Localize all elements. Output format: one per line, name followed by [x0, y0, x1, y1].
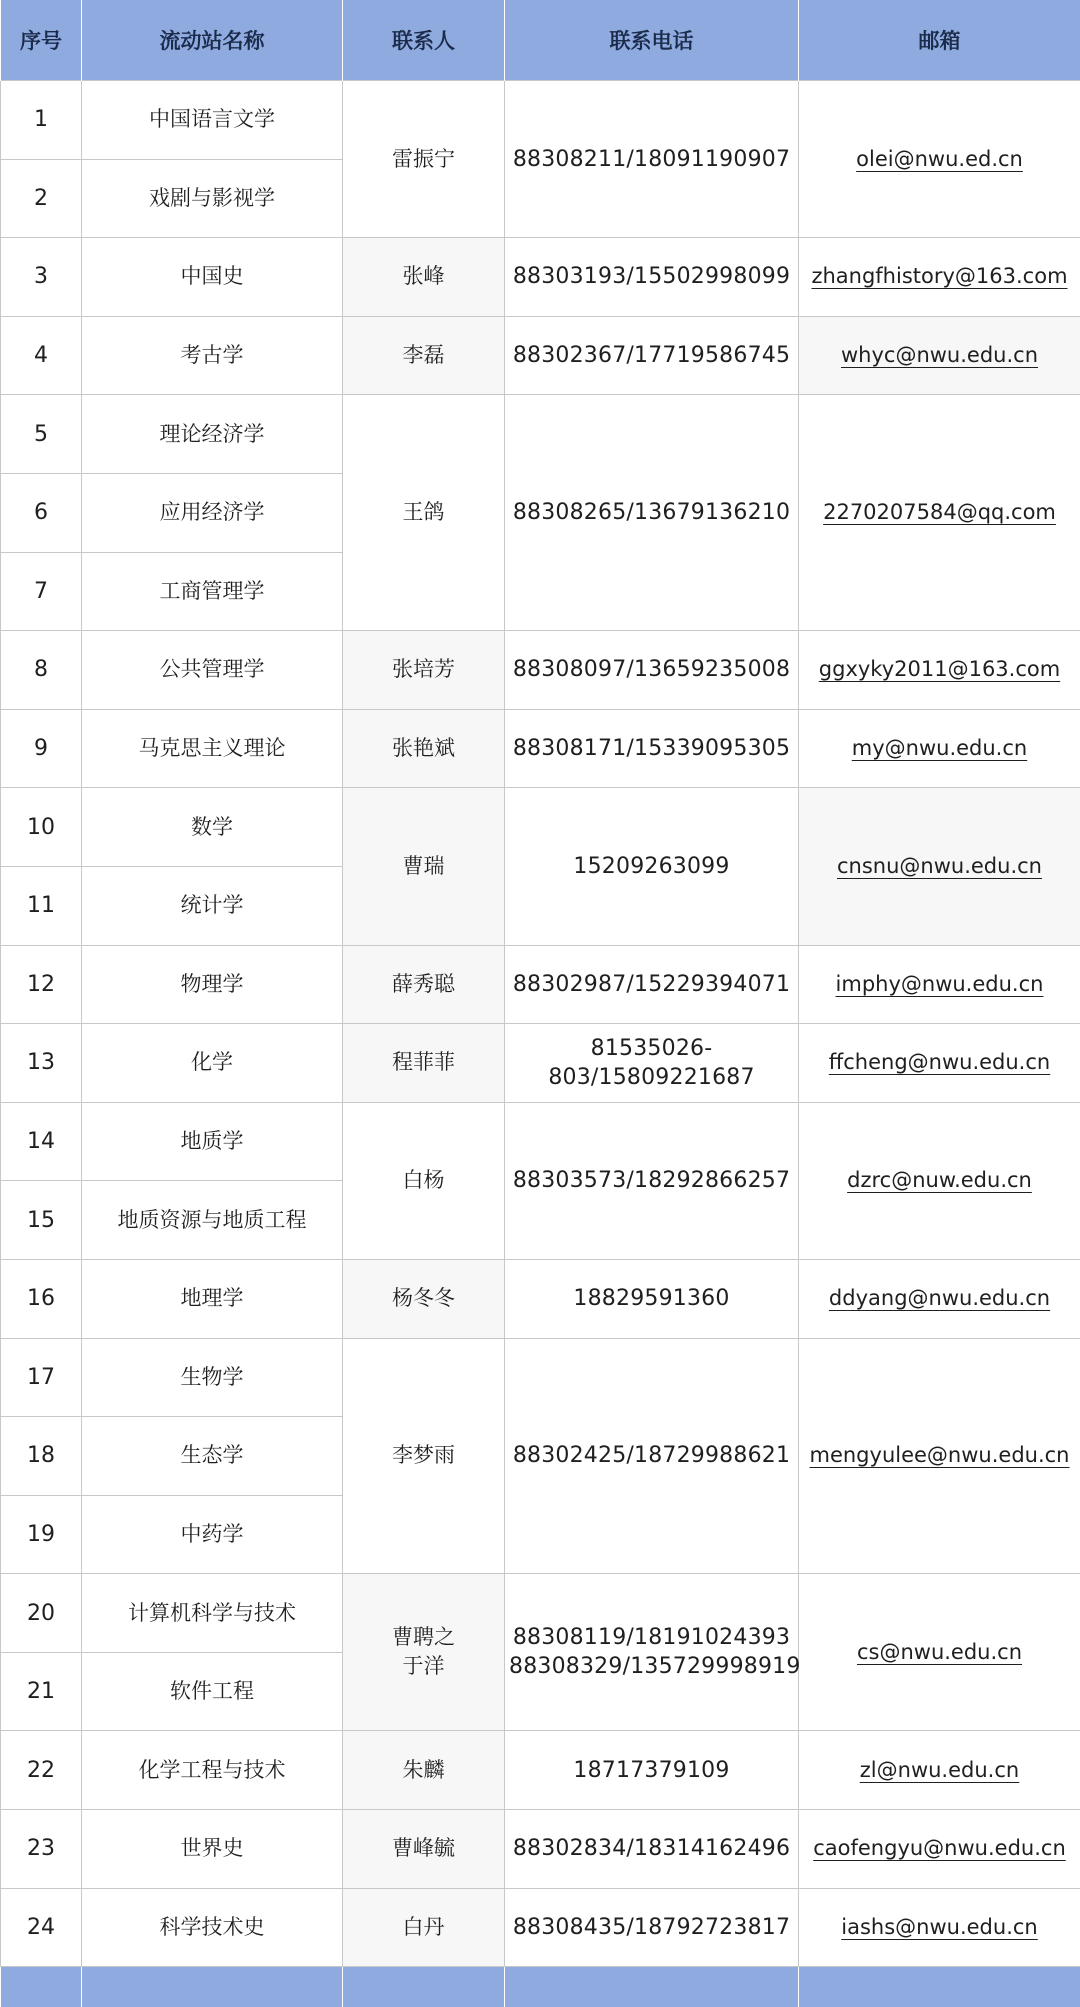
- station-name: 考古学: [82, 316, 343, 395]
- contact-email: [799, 395, 1080, 631]
- row-number: 19: [1, 1495, 82, 1574]
- station-name: 化学工程与技术: [82, 1731, 343, 1810]
- row-number: 7: [1, 552, 82, 631]
- contact-phone: 88302367/17719586745: [505, 316, 799, 395]
- contact-phone: 88302834/18314162496: [505, 1810, 799, 1889]
- email-link[interactable]: iashs@nwu.edu.cn: [841, 1914, 1038, 1939]
- table-row: [1, 631, 1080, 710]
- contact-person: 王鸽: [343, 395, 505, 631]
- row-number: 3: [1, 238, 82, 317]
- contact-person: 张培芳: [343, 631, 505, 710]
- station-name: 工商管理学: [82, 552, 343, 631]
- row-number: 11: [1, 866, 82, 945]
- table-row: [1, 1338, 1080, 1417]
- contact-person: 雷振宁: [343, 81, 505, 238]
- contact-person: 白杨: [343, 1102, 505, 1259]
- station-name: 数学: [82, 788, 343, 867]
- email-link[interactable]: zhangfhistory@163.com: [811, 264, 1068, 289]
- row-number: 6: [1, 473, 82, 552]
- footer-cell: [505, 1967, 799, 2007]
- email-link[interactable]: my@nwu.edu.cn: [851, 736, 1028, 761]
- table-row: [1, 1102, 1080, 1181]
- station-name: 中国史: [82, 238, 343, 317]
- station-name: 物理学: [82, 945, 343, 1024]
- station-name: 地理学: [82, 1259, 343, 1338]
- header-phone: 联系电话: [505, 0, 799, 81]
- contact-email: [799, 1024, 1080, 1103]
- row-number: 23: [1, 1810, 82, 1889]
- row-number: 13: [1, 1024, 82, 1103]
- row-number: 16: [1, 1259, 82, 1338]
- header-email: 邮箱: [799, 0, 1080, 81]
- table-row: [1, 81, 1080, 160]
- station-name: 生态学: [82, 1417, 343, 1496]
- contact-email: [799, 1102, 1080, 1259]
- table-row: [1, 788, 1080, 867]
- contact-phone: 88308097/13659235008: [505, 631, 799, 710]
- row-number: 14: [1, 1102, 82, 1181]
- contact-email: [799, 788, 1080, 945]
- header-num: 序号: [1, 0, 82, 81]
- row-number: 12: [1, 945, 82, 1024]
- contact-person: 朱麟: [343, 1731, 505, 1810]
- contact-phone: 81535026- 803/15809221687: [505, 1024, 799, 1103]
- row-number: 22: [1, 1731, 82, 1810]
- table-row: [1, 1024, 1080, 1103]
- contact-phone: 88308171/15339095305: [505, 709, 799, 788]
- row-number: 8: [1, 631, 82, 710]
- contact-phone: 88303193/15502998099: [505, 238, 799, 317]
- station-name: 中国语言文学: [82, 81, 343, 160]
- header-row: [1, 0, 1080, 81]
- contact-person: 曹瑞: [343, 788, 505, 945]
- header-name: 流动站名称: [82, 0, 343, 81]
- email-link[interactable]: imphy@nwu.edu.cn: [835, 971, 1044, 996]
- row-number: 17: [1, 1338, 82, 1417]
- contact-email: [799, 1810, 1080, 1889]
- footer-cell: [1, 1967, 82, 2007]
- footer-cell: [343, 1967, 505, 2007]
- row-number: 21: [1, 1652, 82, 1731]
- row-number: 4: [1, 316, 82, 395]
- contact-person: 李梦雨: [343, 1338, 505, 1574]
- contact-person: 薛秀聪: [343, 945, 505, 1024]
- footer-cell: [82, 1967, 343, 2007]
- contact-email: [799, 1338, 1080, 1574]
- row-number: 9: [1, 709, 82, 788]
- contact-phone: 88308265/13679136210: [505, 395, 799, 631]
- email-link[interactable]: mengyulee@nwu.edu.cn: [809, 1443, 1070, 1468]
- footer-row: [1, 1967, 1080, 2007]
- email-link[interactable]: ggxyky2011@163.com: [818, 657, 1061, 682]
- station-name: 戏剧与影视学: [82, 159, 343, 238]
- table-row: [1, 1888, 1080, 1967]
- contact-phone: 88308211/18091190907: [505, 81, 799, 238]
- table-header: [1, 0, 1080, 81]
- station-name: 生物学: [82, 1338, 343, 1417]
- email-link[interactable]: caofengyu@nwu.edu.cn: [813, 1836, 1066, 1861]
- station-name: 世界史: [82, 1810, 343, 1889]
- contact-person: 白丹: [343, 1888, 505, 1967]
- contact-person: 杨冬冬: [343, 1259, 505, 1338]
- contact-person: 李磊: [343, 316, 505, 395]
- table-row: [1, 1574, 1080, 1653]
- contact-phone: 18717379109: [505, 1731, 799, 1810]
- contact-email: [799, 945, 1080, 1024]
- contact-person: 张峰: [343, 238, 505, 317]
- contact-phone: 88302987/15229394071: [505, 945, 799, 1024]
- email-link[interactable]: dzrc@nuw.edu.cn: [847, 1168, 1032, 1193]
- contact-email: [799, 81, 1080, 238]
- contact-person: 曹峰毓: [343, 1810, 505, 1889]
- email-link[interactable]: cs@nwu.edu.cn: [856, 1639, 1023, 1664]
- contact-email: [799, 238, 1080, 317]
- contact-email: [799, 1259, 1080, 1338]
- station-name: 理论经济学: [82, 395, 343, 474]
- table-row: [1, 1810, 1080, 1889]
- table-row: [1, 1259, 1080, 1338]
- station-name: 地质学: [82, 1102, 343, 1181]
- contact-phone: 88308435/18792723817: [505, 1888, 799, 1967]
- station-name: 计算机科学与技术: [82, 1574, 343, 1653]
- station-name: 马克思主义理论: [82, 709, 343, 788]
- row-number: 15: [1, 1181, 82, 1260]
- station-name: 化学: [82, 1024, 343, 1103]
- row-number: 5: [1, 395, 82, 474]
- contact-person: 曹聘之 于洋: [343, 1574, 505, 1731]
- table-row: [1, 709, 1080, 788]
- contact-email: [799, 709, 1080, 788]
- contact-phone: 15209263099: [505, 788, 799, 945]
- row-number: 18: [1, 1417, 82, 1496]
- station-name: 地质资源与地质工程: [82, 1181, 343, 1260]
- row-number: 20: [1, 1574, 82, 1653]
- station-name: 公共管理学: [82, 631, 343, 710]
- station-name: 统计学: [82, 866, 343, 945]
- row-number: 1: [1, 81, 82, 160]
- table-body: [1, 81, 1080, 1967]
- table-footer: [1, 1967, 1080, 2007]
- table-row: [1, 316, 1080, 395]
- table-row: [1, 238, 1080, 317]
- row-number: 10: [1, 788, 82, 867]
- station-name: 中药学: [82, 1495, 343, 1574]
- contact-email: [799, 316, 1080, 395]
- contact-person: 程菲菲: [343, 1024, 505, 1103]
- email-link[interactable]: cnsnu@nwu.edu.cn: [837, 853, 1042, 878]
- station-name: 科学技术史: [82, 1888, 343, 1967]
- header-contact: 联系人: [343, 0, 505, 81]
- contact-phone: 18829591360: [505, 1259, 799, 1338]
- email-link[interactable]: 2270207584@qq.com: [823, 500, 1056, 525]
- row-number: 2: [1, 159, 82, 238]
- station-name: 应用经济学: [82, 473, 343, 552]
- contact-email: [799, 1574, 1080, 1731]
- email-link[interactable]: whyc@nwu.edu.cn: [840, 343, 1039, 368]
- contact-person: 张艳斌: [343, 709, 505, 788]
- contact-email: [799, 1731, 1080, 1810]
- email-link[interactable]: olei@nwu.ed.cn: [856, 146, 1023, 171]
- contact-phone: 88303573/18292866257: [505, 1102, 799, 1259]
- station-name: 软件工程: [82, 1652, 343, 1731]
- contact-email: [799, 631, 1080, 710]
- contact-phone: 88308119/18191024393 88308329/135729998919: [505, 1574, 799, 1731]
- contact-email: [799, 1888, 1080, 1967]
- email-link[interactable]: zl@nwu.edu.cn: [859, 1757, 1020, 1782]
- table-row: [1, 1731, 1080, 1810]
- table-row: [1, 945, 1080, 1024]
- email-link[interactable]: ddyang@nwu.edu.cn: [828, 1286, 1051, 1311]
- footer-cell: [799, 1967, 1080, 2007]
- table-row: [1, 395, 1080, 474]
- contact-phone: 88302425/18729988621: [505, 1338, 799, 1574]
- email-link[interactable]: ffcheng@nwu.edu.cn: [828, 1050, 1051, 1075]
- row-number: 24: [1, 1888, 82, 1967]
